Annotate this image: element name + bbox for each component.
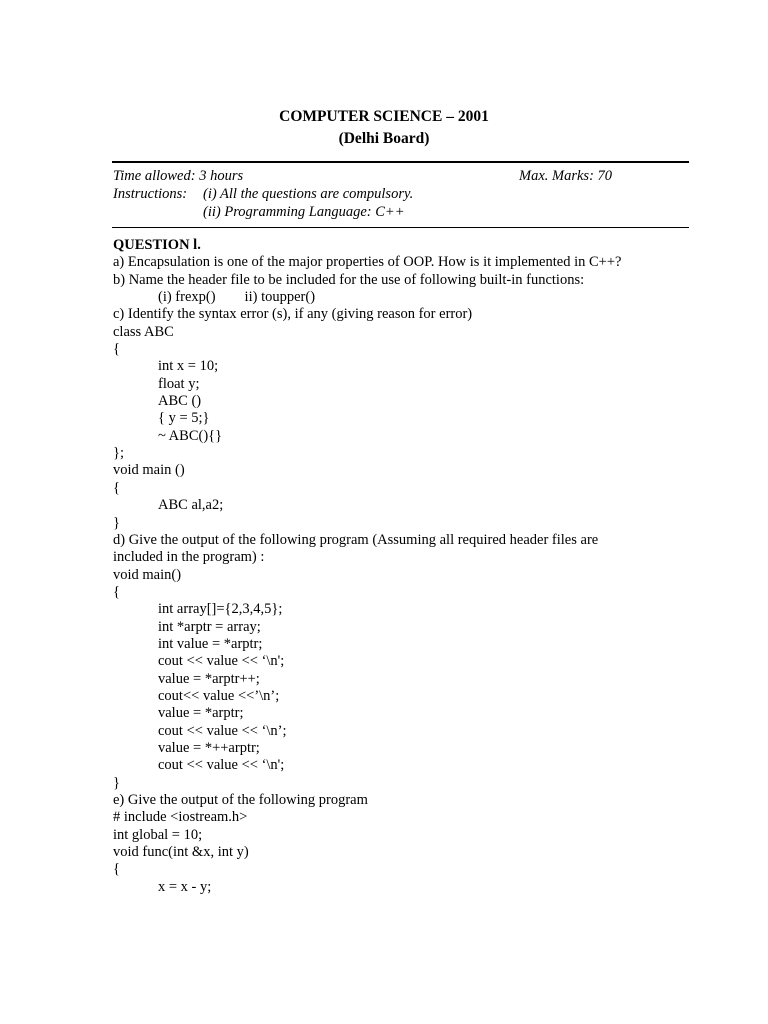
text-line: a) Encapsulation is one of the major properties of OOP. How is it implemented in C++? — [113, 254, 622, 271]
text-line: int global = 10; — [113, 826, 203, 843]
text-line: }; — [113, 445, 124, 462]
text-line: cout<< value <<’\n’; — [158, 687, 280, 704]
question-body — [113, 237, 693, 896]
instruction-1: (i) All the questions are compulsory. — [203, 186, 414, 202]
text-line: } — [113, 774, 120, 791]
text-line: { — [113, 861, 120, 878]
text-line: e) Give the output of the following program — [113, 792, 368, 808]
time-allowed: Time allowed: 3 hours — [113, 168, 244, 184]
text-line: { — [113, 479, 120, 496]
text-line: cout << value << ‘\n'; — [158, 757, 285, 774]
text-line: int x = 10; — [158, 358, 219, 375]
text-line: { — [113, 341, 120, 358]
text-line: void main() — [113, 566, 182, 583]
page-subtitle: (Delhi Board) — [338, 130, 430, 147]
text-line: cout << value << ‘\n’; — [158, 722, 287, 739]
text-line: value = *arptr; — [158, 705, 244, 722]
text-line: void main () — [113, 462, 185, 479]
text-line: { — [113, 583, 120, 600]
text-line: int array[]={2,3,4,5}; — [158, 601, 283, 618]
text-line: int *arptr = array; — [158, 618, 261, 635]
text-line: (i) frexp() ii) toupper() — [158, 289, 316, 306]
instructions-label: Instructions: — [113, 186, 188, 202]
text-line: ABC al,a2; — [158, 497, 224, 514]
text-line: int value = *arptr; — [158, 635, 263, 652]
text-line: ABC () — [158, 393, 202, 410]
text-line: d) Give the output of the following program (Assuming all required header files are — [113, 531, 599, 548]
bottom-divider — [112, 227, 689, 228]
text-line: x = x - y; — [158, 878, 212, 895]
question-heading: QUESTION l. — [113, 237, 201, 253]
text-line: included in the program) : — [113, 549, 265, 566]
text-line: ~ ABC(){} — [158, 427, 223, 444]
top-divider — [112, 161, 689, 163]
text-line: cout << value << ‘\n'; — [158, 653, 285, 670]
text-line: value = *arptr++; — [158, 670, 260, 687]
text-line: } — [113, 514, 120, 531]
text-line: c) Identify the syntax error (s), if any (giving reason for error) — [113, 306, 473, 323]
text-line: b) Name the header file to be included for the use of following built-in functions: — [113, 271, 585, 288]
text-line: { y = 5;} — [158, 410, 210, 427]
page-title: COMPUTER SCIENCE – 2001 — [279, 108, 489, 125]
text-line: value = *++arptr; — [158, 739, 260, 756]
text-line: float y; — [158, 375, 200, 392]
instruction-2: (ii) Programming Language: C++ — [203, 204, 405, 220]
text-line: void func(int &x, int y) — [113, 844, 249, 861]
text-line: # include <iostream.h> — [113, 809, 248, 826]
text-line: class ABC — [113, 323, 174, 340]
max-marks: Max. Marks: 70 — [519, 168, 613, 184]
